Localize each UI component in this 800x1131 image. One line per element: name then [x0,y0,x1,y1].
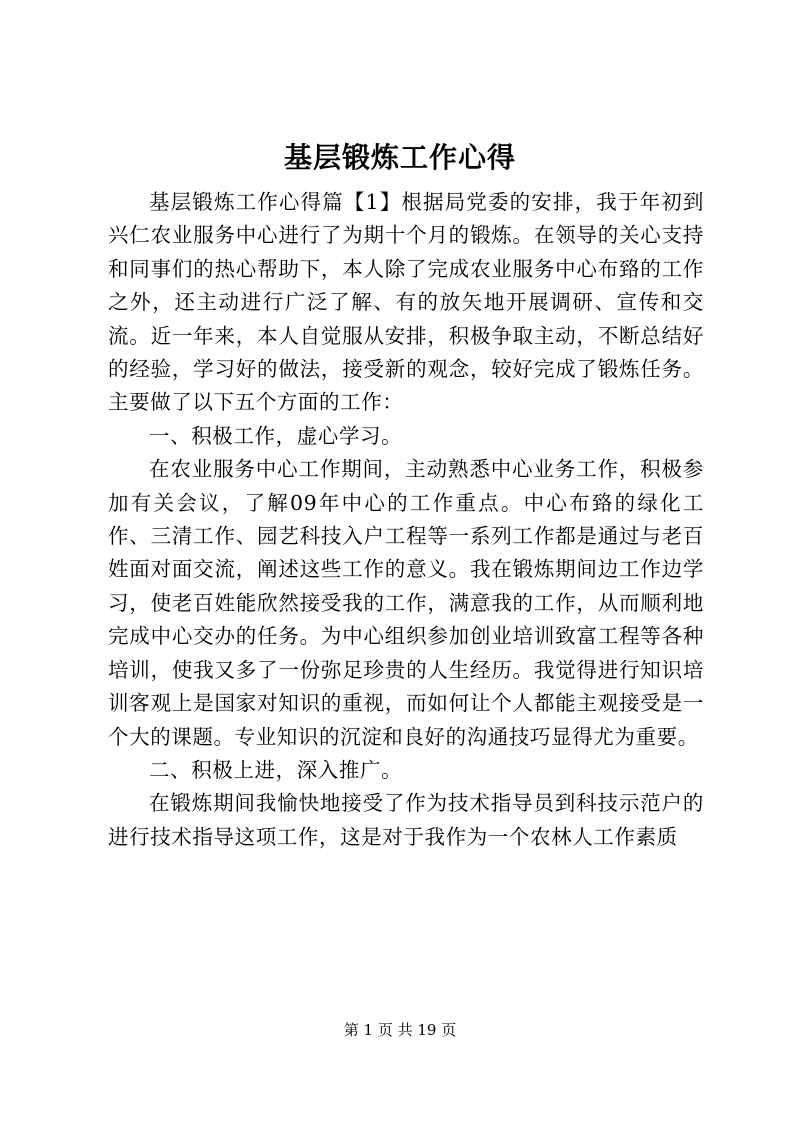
section-heading-2: 二、积极上进，深入推广。 [149,757,403,782]
paragraph-section-1: 在农业服务中心工作期间，主动熟悉中心业务工作，积极参加有关会议，了解09年中心的工作重点。中心布臵的绿化工作、三清工作、园艺科技入户工程等一系列工作都是通过与老百姓面对面交流，阐述这些工作的意义。我在锻炼期间边工作边学习，使老百姓能欣然接受我的工作，满意我的工作，从而顺利地完成中心交办的任务。为中心组织参加创业培训致富工程等各种培训，使我又多了一份弥足珍贵的人生经历。我觉得进行知识培训客观上是国家对知识的重视，而如何让个人都能主观接受是一个大的课题。专业知识的沉淀和良好的沟通技巧显得尤为重要。 [108,457,704,749]
page-number-footer: 第 1 页 共 19 页 [343,1021,457,1039]
document-body [108,186,704,854]
paragraph-section-2: 在锻炼期间我愉快地接受了作为技术指导员到科技示范户的进行技术指导这项工作，这是对于我作为一个农林人工作素质 [108,791,704,849]
paragraph-intro: 基层锻炼工作心得篇【1】根据局党委的安排，我于年初到兴仁农业服务中心进行了为期十个月的锻炼。在领导的关心支持和同事们的热心帮助下，本人除了完成农业服务中心布臵的工作之外，还主动进行广泛了解、有的放矢地开展调研、宣传和交流。近一年来，本人自觉服从安排，积极争取主动，不断总结好的经验，学习好的做法，接受新的观念，较好完成了锻炼任务。主要做了以下五个方面的工作： [108,190,704,415]
section-heading-1: 一、积极工作，虚心学习。 [149,423,403,448]
document-title: 基层锻炼工作心得 [283,141,516,174]
